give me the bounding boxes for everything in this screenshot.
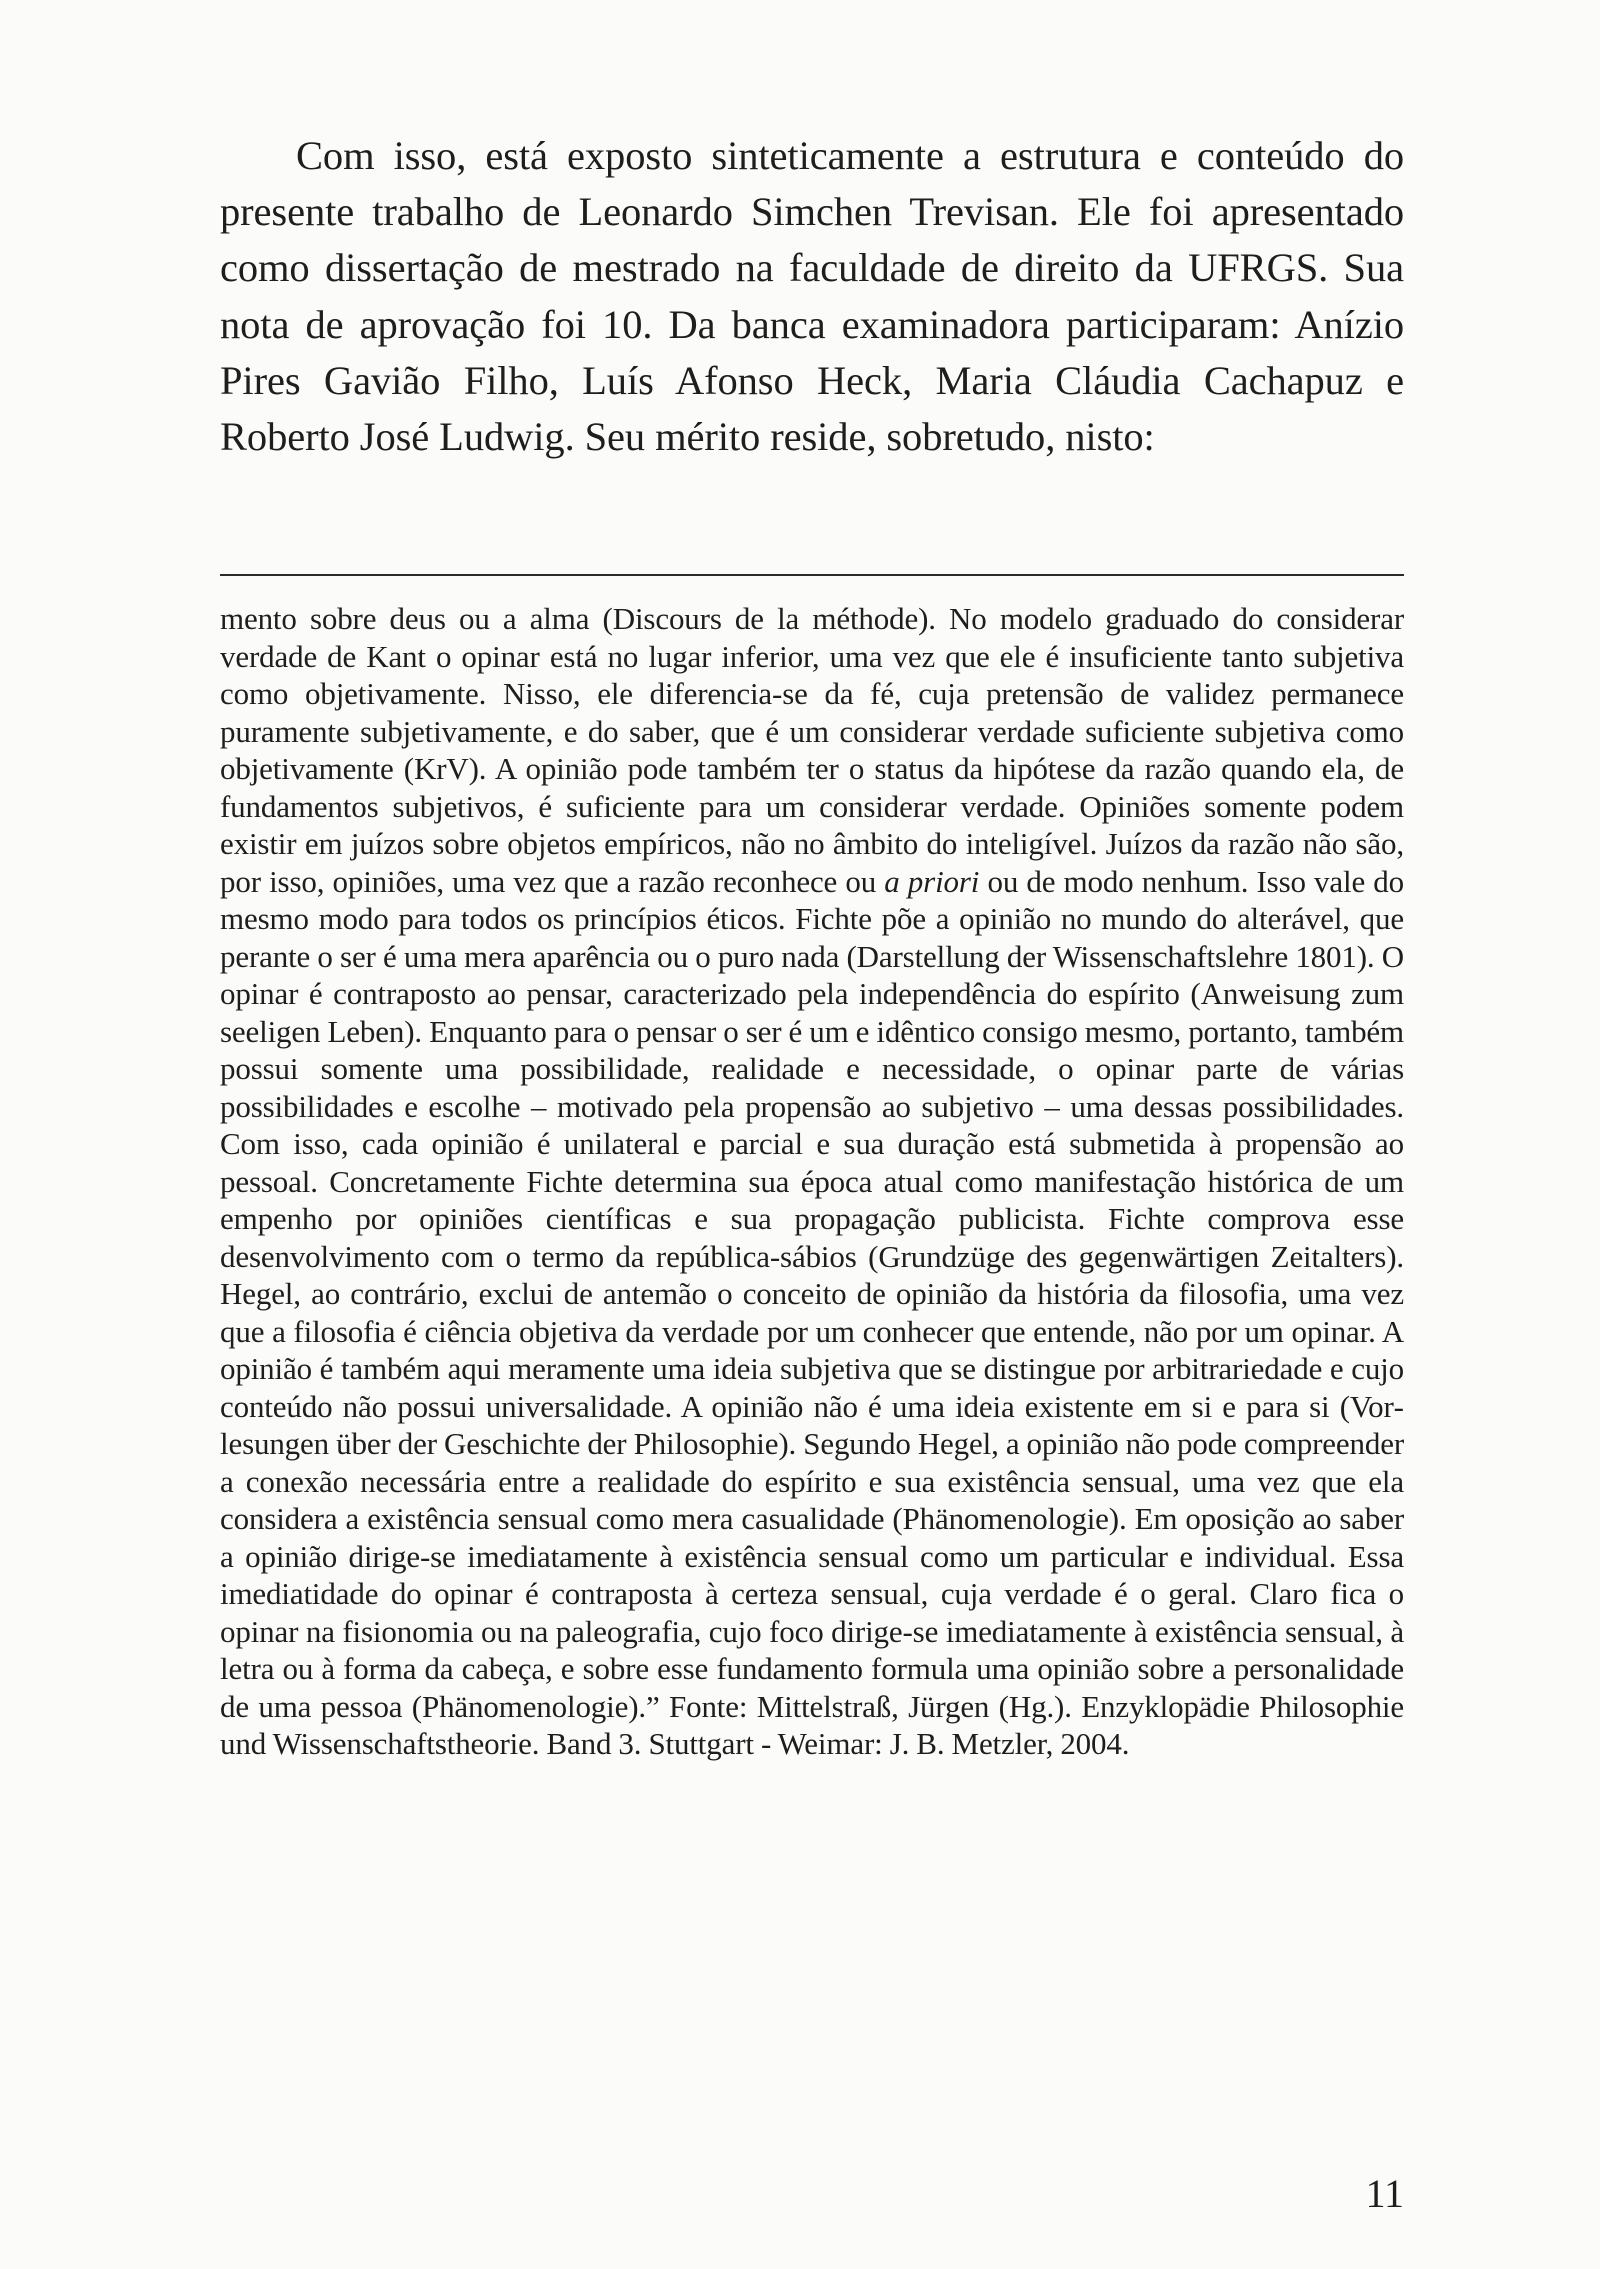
footnote-italic-term: a priori <box>884 863 980 899</box>
main-paragraph: Com isso, está exposto sinteticamente a estrutura e conteúdo do presente trabalho de Leonardo Simchen Trevisan. Ele foi apresentado como dissertação de mestrado na faculdade de direito da UFRGS. Sua nota de aprovação foi 10. Da banca examinadora participaram: Anízio Pires Gavião Filho, Luís Afonso Heck, Maria Cláudia Cachapuz e Roberto José Ludwig. Seu mérito reside, sobretudo, nisto: <box>220 133 1404 460</box>
page-number: 11 <box>1365 2171 1404 2216</box>
footnote-text-before-italic: mento sobre deus ou a alma (Discours de la méthode). No modelo graduado do considerar verdade de Kant o opinar está no lugar inferior, uma vez que ele é insuficiente tanto subjetiva como objetivamente. Nisso, ele diferencia-se da fé, cuja pretensão de validez permanece puramente subjetivamente, e do saber, que é um considerar verdade suficiente subjetiva como objetivamente (KrV). A opinião pode também ter o status da hipótese da razão quando ela, de fundamentos subjetivos, é suficiente para um considerar verdade. Opiniões somente podem existir em juízos sobre objetos empíricos, não no âmbito do inteligível. Juízos da razão não são, por isso, opiniões, uma vez que a razão reconhece ou <box>220 601 1404 899</box>
footnote-separator <box>220 574 1404 576</box>
footnote-text <box>220 600 1404 1763</box>
footnote-text-after-italic: ou de modo nenhum. Isso vale do mesmo modo para todos os princípios éticos. Fichte põe a opinião no mundo do alterável, que perante o ser é uma mera aparência ou o puro nada (Darstellung der Wissenschaftslehre 1801). O opinar é contraposto ao pensar, caracterizado pela independência do espírito (Anweisung zum seeligen Leben). Enquanto para o pensar o ser é um e idêntico consigo mesmo, portanto, também possui somente uma possibilidade, realidade e necessidade, o opinar parte de várias possibilidades e escolhe – motivado pela propensão ao subjetivo – uma dessas possibilidades. Com isso, cada opinião é unilateral e parcial e sua duração está submetida à propensão ao pessoal. Concretamente Fichte determina sua época atual como manifestação histórica de um empenho por opiniões científicas e sua propagação publicista. Fichte comprova esse desenvolvimento com o termo da república-sábios (Grundzüge des gegenwärtigen Zeitalters). Hegel, ao contrário, exclui de antemão o conceito de opinião da história da filosofia, uma vez que a filosofia é ciência objetiva da verdade por um conhecer que entende, não por um opinar. A opinião é também aqui meramente uma ideia subjetiva que se distingue por arbitrariedade e cujo conteúdo não possui universalidade. A opinião não é uma ideia existente em si e para si (Vorlesungen über der Geschichte der Philosophie). Segundo Hegel, a opinião não pode compreender a conexão necessária entre a realidade do espírito e sua existência sensual, uma vez que ela considera a existência sensual como mera casualidade (Phänomenologie). Em oposição ao saber a opinião dirige-se imediatamente à existência sensual como um particular e individual. Essa imediatidade do opinar é contraposta à certeza sensual, cuja verdade é o geral. Claro fica o opinar na fisionomia ou na paleografia, cujo foco dirige-se imediatamente à existência sensual, à letra ou à forma da cabeça, e sobre esse fundamento formula uma opinião sobre a personalidade de uma pessoa (Phänomenologie).” Fonte: Mittelstraß, Jürgen (Hg.). Enzyklopädie Philosophie und Wissenschaftstheorie. Band 3. Stuttgart - Weimar: J. B. Metzler, 2004. <box>220 863 1404 1761</box>
